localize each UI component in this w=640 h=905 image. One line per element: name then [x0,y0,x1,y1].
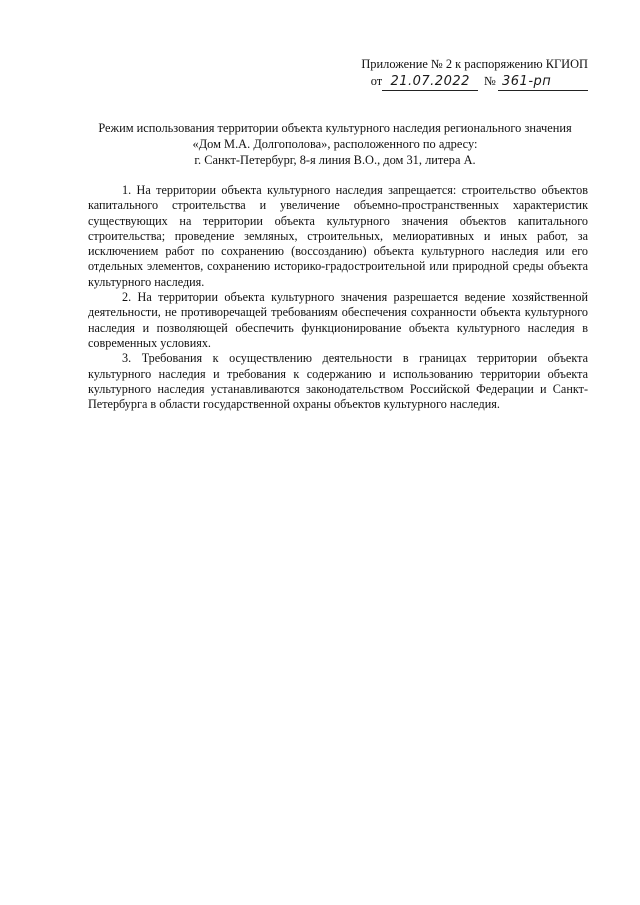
paragraph-3: 3. Требования к осуществлению деятельности в границах территории объекта культурного наследия и требования к содержанию и использованию территории объекта культурного наследия устанавливаются законодательством Российской Федерации и Санкт-Петербурга в области государственной охраны объектов культурного наследия. [88,351,588,412]
document-title [60,120,610,168]
number-handwritten: 361-рп [498,73,588,91]
date-handwritten: 21.07.2022 [382,73,478,91]
date-prefix: от [370,74,383,88]
appendix-date-number-line [361,73,588,91]
number-label: № [484,74,496,88]
appendix-header [361,56,588,91]
paragraph-2: 2. На территории объекта культурного значения разрешается ведение хозяйственной деятельности, не противоречащей требованиям обеспечения сохранности объекта культурного наследия и позволяющей обеспечить функционирование объекта культурного наследия в современных условиях. [88,290,588,350]
paragraph-1: 1. На территории объекта культурного наследия запрещается: строительство объектов капитального строительства и увеличение объемно-пространственных характеристик существующих на территории объекта культурного значения объектов капитального строительства; проведение земляных, строительных, мелиоративных и иных работ, за исключением работ по сохранению (воссозданию) объекта культурного наследия или его отдельных элементов, сохранению историко-градостроительной или природной среды объекта культурного наследия. [88,183,588,289]
title-line-3: г. Санкт-Петербург, 8-я линия В.О., дом 31, литера А. [194,153,476,167]
document-body [88,183,588,412]
title-line-2: «Дом М.А. Долгополова», расположенного по адресу: [192,137,478,151]
title-line-1: Режим использования территории объекта культурного наследия регионального значения [98,121,572,135]
appendix-line: Приложение № 2 к распоряжению КГИОП [361,57,588,71]
